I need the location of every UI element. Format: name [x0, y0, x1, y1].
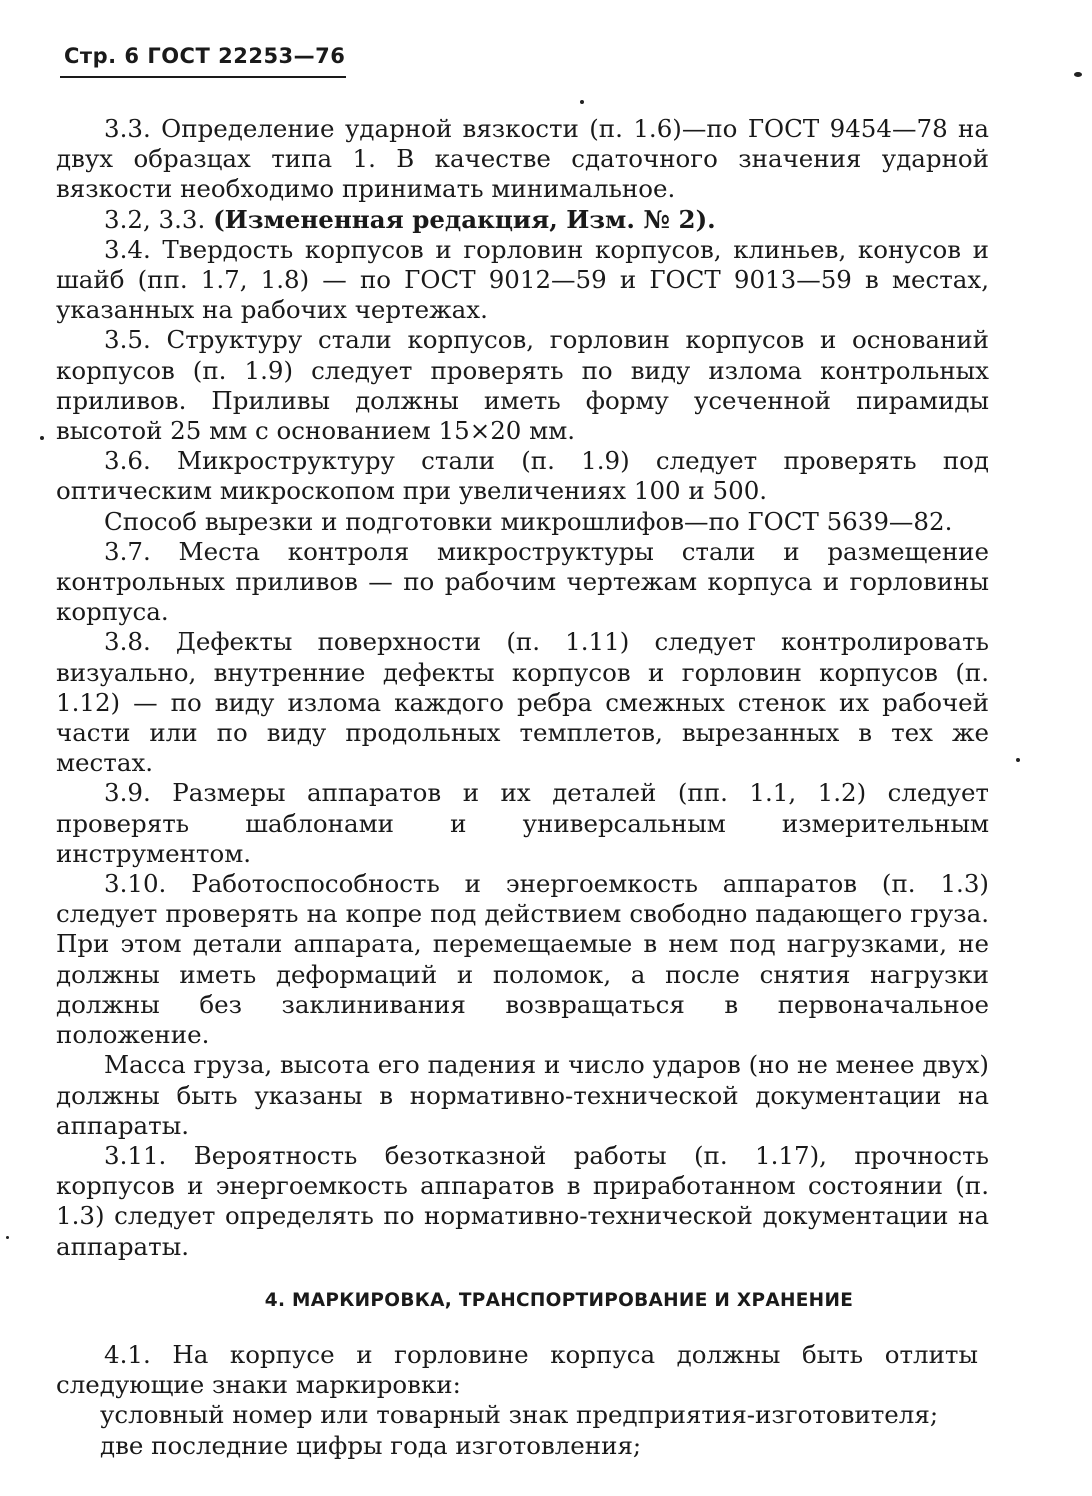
paragraph-3-10-mass: Масса груза, высота его падения и число ударов (но не менее двух) должны быть указаны в нормативно-технической документации на аппараты. [56, 1050, 989, 1140]
paragraph-3-7: 3.7. Места контроля микроструктуры стали и размещение контрольных приливов — по рабочим чертежам корпуса и горловины корпуса. [56, 536, 989, 627]
marking-list-item: две последние цифры года изготовления; [100, 1430, 642, 1460]
paragraph-3-8: 3.8. Дефекты поверхности (п. 1.11) следует контролировать визуально, внутренние дефекты корпусов и горловин корпусов (п. 1.12) — по виду излома каждого ребра смежных стенок их рабочей части или по виду продольных темплетов, вырезанных в тех же местах. [56, 627, 989, 778]
paragraph-3-9: 3.9. Размеры аппаратов и их деталей (пп. 1.1, 1.2) следует проверять шаблонами и универсальным измерительным инструментом. [56, 778, 989, 868]
paragraph-3-3: 3.3. Определение ударной вязкости (п. 1.6)—по ГОСТ 9454—78 на двух образцах типа 1. В качестве сдаточного значения ударной вязкости необходимо принимать минимальное. [56, 114, 989, 204]
scan-speck [1074, 72, 1082, 77]
scan-speck [40, 436, 44, 440]
scan-speck [1016, 758, 1020, 762]
header-rule [60, 76, 346, 78]
section-3-body [56, 114, 989, 1262]
paragraph-4-1: 4.1. На корпусе и горловине корпуса должны быть отлиты следующие знаки маркировки: [56, 1340, 978, 1400]
page-header: Стр. 6 ГОСТ 22253—76 [64, 44, 346, 68]
scan-speck [6, 1236, 9, 1239]
section-4-title: 4. МАРКИРОВКА, ТРАНСПОРТИРОВАНИЕ И ХРАНЕНИЕ [264, 1290, 854, 1311]
paragraph-3-11: 3.11. Вероятность безотказной работы (п. 1.17), прочность корпусов и энергоемкость аппаратов в приработанном состоянии (п. 1.3) следует определять по нормативно-технической документации на аппараты. [56, 1140, 989, 1261]
amendment-note [56, 205, 989, 235]
marking-list-item: условный номер или товарный знак предприятия-изготовителя; [100, 1400, 939, 1430]
paragraph-3-6: 3.6. Микроструктуру стали (п. 1.9) следует проверять под оптическим микроскопом при увеличениях 100 и 500. [56, 446, 989, 506]
amendment-prefix: 3.2, 3.3. [104, 204, 214, 234]
amendment-text: (Измененная редакция, Изм. № 2). [213, 204, 716, 234]
paragraph-3-6-method: Способ вырезки и подготовки микрошлифов—по ГОСТ 5639—82. [104, 506, 953, 536]
scan-speck [580, 100, 584, 104]
paragraph-3-4: 3.4. Твердость корпусов и горловин корпусов, клиньев, конусов и шайб (пп. 1.7, 1.8) — по ГОСТ 9012—59 и ГОСТ 9013—59 в местах, указанных на рабочих чертежах. [56, 234, 989, 325]
paragraph-3-10: 3.10. Работоспособность и энергоемкость аппаратов (п. 1.3) следует проверять на копре под действием свободно падающего груза. При этом детали аппарата, перемещаемые в нем под нагрузками, не должны иметь деформаций и поломок, а после снятия нагрузки должны без заклинивания возвращаться в первоначальное положение. [56, 869, 989, 1050]
section-4-body [56, 1340, 978, 1461]
paragraph-3-5: 3.5. Структуру стали корпусов, горловин корпусов и оснований корпусов (п. 1.9) следует проверять по виду излома контрольных приливов. Приливы должны иметь форму усеченной пирамиды высотой 25 мм с основанием 15×20 мм. [56, 325, 989, 446]
